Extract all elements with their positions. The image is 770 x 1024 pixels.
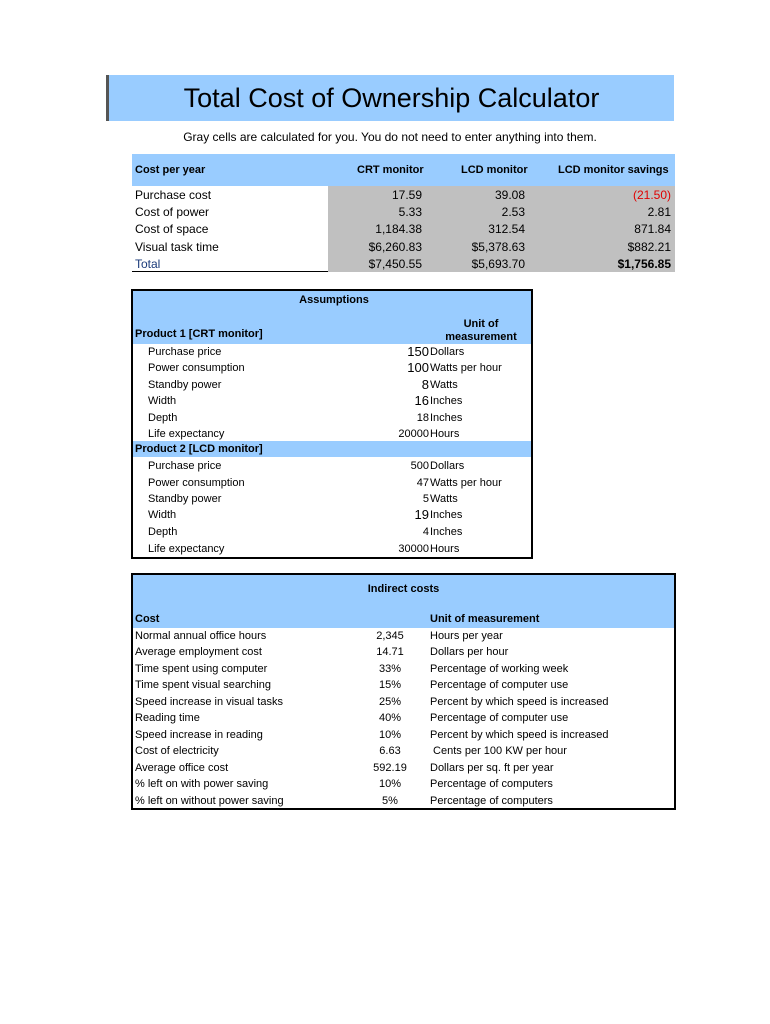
cost-row-purchase xyxy=(132,187,675,205)
row-label: Average employment cost xyxy=(135,646,262,658)
row-label: Width xyxy=(148,395,177,407)
cost-row-visual-task xyxy=(132,239,675,257)
lcd-value[interactable]: 312.54 xyxy=(488,222,525,236)
row-label: Power consumption xyxy=(148,477,245,489)
row-unit: Percentage of computer use xyxy=(430,712,569,724)
assumptions-title: Assumptions xyxy=(299,294,369,306)
unit-column-header: Unit of measurement xyxy=(430,613,540,625)
row-value[interactable]: 33% xyxy=(378,663,402,675)
row-unit: Dollars per hour xyxy=(430,646,509,658)
row-label: Life expectancy xyxy=(148,543,225,555)
row-label: Speed increase in reading xyxy=(135,729,263,741)
assumptions-header xyxy=(133,291,531,344)
header-cost-per-year: Cost per year xyxy=(135,164,206,176)
row-value[interactable]: 30000 xyxy=(398,543,429,555)
row-unit: Watts per hour xyxy=(430,362,502,374)
indirect-row xyxy=(133,710,674,726)
row-label: Speed increase in visual tasks xyxy=(135,696,283,708)
savings-value[interactable]: (21.50) xyxy=(632,188,671,202)
savings-total[interactable]: $1,756.85 xyxy=(617,257,671,271)
page-title: Total Cost of Ownership Calculator xyxy=(183,83,600,113)
p1-row xyxy=(133,426,531,442)
product2-label: Product 2 [LCD monitor] xyxy=(135,443,263,455)
row-value[interactable]: 500 xyxy=(410,460,429,472)
total-underline xyxy=(132,271,328,272)
p1-row xyxy=(133,360,531,376)
crt-value[interactable]: $6,260.83 xyxy=(368,240,422,254)
row-unit: Cents per 100 KW per hour xyxy=(430,745,567,757)
row-label: Cost of space xyxy=(135,222,209,236)
row-value[interactable]: 16 xyxy=(414,393,429,408)
cost-per-year-header xyxy=(132,154,675,186)
row-label-total: Total xyxy=(135,257,161,271)
row-value[interactable]: 25% xyxy=(378,696,402,708)
row-label: Purchase cost xyxy=(135,188,212,202)
row-unit: Percent by which speed is increased xyxy=(430,729,609,741)
indirect-row xyxy=(133,743,674,759)
row-value[interactable]: 10% xyxy=(378,778,402,790)
row-label: Power consumption xyxy=(148,362,245,374)
row-value[interactable]: 18 xyxy=(416,412,429,424)
lcd-total[interactable]: $5,693.70 xyxy=(471,257,525,271)
row-label: Purchase price xyxy=(148,346,222,358)
row-label: % left on with power saving xyxy=(135,778,269,790)
p2-row xyxy=(133,507,531,523)
p1-row xyxy=(133,410,531,426)
row-unit: Dollars xyxy=(430,346,465,358)
row-value[interactable]: 19 xyxy=(414,507,429,522)
row-unit: Watts per hour xyxy=(430,477,502,489)
row-unit: Watts xyxy=(430,493,458,505)
indirect-costs-title: Indirect costs xyxy=(367,583,440,595)
row-label: Normal annual office hours xyxy=(135,630,267,642)
indirect-costs-table xyxy=(131,573,676,810)
header-crt-monitor: CRT monitor xyxy=(357,164,424,176)
indirect-costs-header xyxy=(133,575,674,628)
row-unit: Dollars xyxy=(430,460,465,472)
indirect-row xyxy=(133,628,674,644)
indirect-row xyxy=(133,793,674,809)
row-label: Reading time xyxy=(135,712,200,724)
row-value[interactable]: 6.63 xyxy=(379,745,401,757)
lcd-value[interactable]: 2.53 xyxy=(501,205,525,219)
cost-column-header: Cost xyxy=(135,613,160,625)
indirect-row xyxy=(133,760,674,776)
row-label: Average office cost xyxy=(135,762,229,774)
row-value[interactable]: 15% xyxy=(378,679,402,691)
p1-row xyxy=(133,377,531,393)
row-value[interactable]: 100 xyxy=(407,360,429,375)
row-value[interactable]: 5% xyxy=(382,795,398,807)
page-subtitle: Gray cells are calculated for you. You do not need to enter anything into them. xyxy=(183,130,597,144)
crt-value[interactable]: 17.59 xyxy=(391,188,422,202)
indirect-row xyxy=(133,776,674,792)
lcd-value[interactable]: $5,378.63 xyxy=(471,240,525,254)
crt-value[interactable]: 1,184.38 xyxy=(375,222,422,236)
row-value[interactable]: 10% xyxy=(378,729,402,741)
cost-row-space xyxy=(132,221,675,239)
row-label: Standby power xyxy=(148,493,222,505)
row-label: Depth xyxy=(148,526,178,538)
p2-row xyxy=(133,491,531,507)
savings-value[interactable]: 871.84 xyxy=(634,222,671,236)
cost-row-power xyxy=(132,204,675,222)
row-unit: Percent by which speed is increased xyxy=(430,696,609,708)
row-unit: Percentage of computer use xyxy=(430,679,569,691)
row-label: Width xyxy=(148,509,177,521)
crt-value[interactable]: 5.33 xyxy=(398,205,422,219)
row-value[interactable]: 2,345 xyxy=(376,630,404,642)
row-value[interactable]: 20000 xyxy=(398,428,429,440)
row-value[interactable]: 14.71 xyxy=(376,646,404,658)
row-unit: Inches xyxy=(430,509,463,521)
row-label: % left on without power saving xyxy=(135,795,284,807)
row-label: Time spent using computer xyxy=(135,663,268,675)
row-label: Standby power xyxy=(148,379,222,391)
row-value[interactable]: 8 xyxy=(421,377,429,392)
row-unit: Percentage of computers xyxy=(430,795,553,807)
indirect-row xyxy=(133,727,674,743)
row-label: Cost of power xyxy=(135,205,210,219)
row-label: Purchase price xyxy=(148,460,222,472)
row-unit: Inches xyxy=(430,526,463,538)
row-unit: Hours per year xyxy=(430,630,503,642)
row-unit: Percentage of computers xyxy=(430,778,553,790)
header-lcd-monitor: LCD monitor xyxy=(461,164,528,176)
row-unit: Dollars per sq. ft per year xyxy=(430,762,554,774)
row-label: Cost of electricity xyxy=(135,745,219,757)
p1-row xyxy=(133,393,531,409)
row-label: Visual task time xyxy=(135,240,219,254)
p2-row xyxy=(133,524,531,540)
row-value[interactable]: 47 xyxy=(416,477,429,489)
indirect-row xyxy=(133,694,674,710)
row-value[interactable]: 40% xyxy=(378,712,402,724)
row-unit: Watts xyxy=(430,379,458,391)
row-value[interactable]: 592.19 xyxy=(373,762,407,774)
row-unit: Hours xyxy=(430,543,460,555)
indirect-row xyxy=(133,661,674,677)
row-unit: Hours xyxy=(430,428,460,440)
row-value[interactable]: 150 xyxy=(407,344,429,359)
savings-value[interactable]: 2.81 xyxy=(647,205,671,219)
p2-row xyxy=(133,458,531,474)
row-unit: Inches xyxy=(430,395,463,407)
indirect-row xyxy=(133,677,674,693)
lcd-value[interactable]: 39.08 xyxy=(494,188,525,202)
crt-total[interactable]: $7,450.55 xyxy=(368,257,422,271)
header-lcd-savings: LCD monitor savings xyxy=(558,164,669,176)
row-value[interactable]: 5 xyxy=(422,493,429,505)
row-label: Life expectancy xyxy=(148,428,225,440)
p2-row xyxy=(133,475,531,491)
title-bar xyxy=(106,75,674,121)
p2-row xyxy=(133,541,531,557)
unit-header: Unit of measurement xyxy=(445,318,517,343)
assumptions-table xyxy=(131,289,533,559)
row-value[interactable]: 4 xyxy=(422,526,429,538)
p1-row xyxy=(133,344,531,360)
product2-header xyxy=(133,441,531,457)
savings-value[interactable]: $882.21 xyxy=(627,240,671,254)
row-unit: Inches xyxy=(430,412,463,424)
row-label: Depth xyxy=(148,412,178,424)
product1-label: Product 1 [CRT monitor] xyxy=(135,328,263,340)
row-label: Time spent visual searching xyxy=(135,679,271,691)
row-unit: Percentage of working week xyxy=(430,663,569,675)
indirect-row xyxy=(133,644,674,660)
